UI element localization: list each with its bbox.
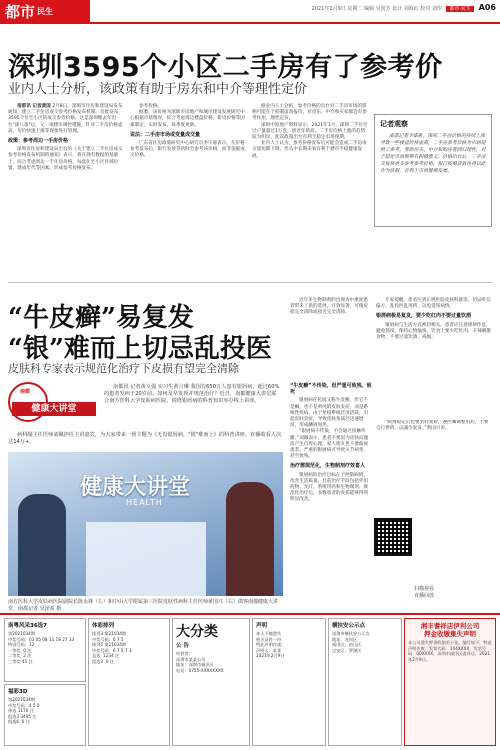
date-line: 2021年2月9日 星期二 编辑 吴国芳 设计 刘海红 校对 刘伟 (311, 6, 442, 12)
loss-statement-box (404, 618, 496, 746)
lottery-box-1 (4, 618, 86, 682)
lottery1-lines: 第2021034期 中奖号码：03 05 08 11 19 27 33 特别号码：12 一等奖 0 注 二等奖 2 注 三等奖 45 注 (8, 631, 75, 664)
article1-col3 (252, 104, 368, 160)
col1-text-b: 深圳市住房和建设局出台的《关于建立二手住房成交参考价格发布机制的通知》表示，将在现有数据的基础上，综合考虑周边一手住房价格，每套住宅小区区域位置、建成年代等因素，形成参考价格发布。 (8, 147, 123, 171)
article1-col1 (8, 104, 124, 172)
page-number: A06 (478, 3, 496, 12)
article2-headline-line2: “银”难而上切忌乱投医 (8, 334, 272, 364)
speaker-left (18, 494, 66, 596)
classified-sub: 公 告 (176, 643, 189, 649)
header-meta (312, 3, 496, 12)
colB-text: 专家提醒，患者应到正规医院皮肤科就诊，切忌听信偏方，乱投医乱用药，以免延误病情。 (376, 298, 491, 310)
a2-col3-text-c: “病情稳定后也要坚持复诊，遵医嘱调整用药，不要自行停药，以减少复发。”黄国兴说。 (376, 420, 489, 432)
col1-text: 2月8日，深圳市住房和建设局发布通知，建立二手住房成交参考价格发布机制，首批发布3595个住宅小区的成交参考价格。这是深圳继去年出台"深八条"后，又一项楼市调控措施，针对二手房价格虚高，房价快速上涨等现象进行管理。 (8, 104, 123, 134)
public-notice-title: 横扶安公示点 (332, 623, 366, 629)
lottery-box-2 (88, 618, 170, 746)
article2-section2: 治疗需规范化，生物制剂疗效喜人 (290, 463, 366, 470)
lottery1-title: 南粤风采36选7 (8, 623, 47, 629)
article2-section3: 银屑病极易复发，要少吃红肉不要过量饮酒 (376, 313, 472, 320)
classified-title: 大分类 (176, 624, 218, 640)
article2-section1: “牛皮癣”不传染，但严重可致残、致死 (290, 383, 372, 396)
classified-lines: 经营者： 深圳市某某公司 地址：深圳市福田区 电话：0755-XXXXXXXX (176, 651, 224, 673)
qr-caption-2: 直播回放 (414, 593, 435, 599)
colA-text: 近年来生物制剂的出现为中重度患者带来了新的选择，疗效显著，可使皮损完全清除或接近完全清除。 (290, 298, 369, 316)
lottery2-lines: 排列3 第21034期 中奖号码：6 7 5 排列5 第21034期 中奖号码：6 7 5 7 3 直选 1234 注 组选3 0 注 (92, 631, 132, 664)
subsection-title: 民生 (37, 7, 54, 16)
qr-caption (414, 586, 434, 600)
colB-text-b: 银屑病与生活方式密切相关，患者应注意规律作息，避免熬夜，保持心情愉快，饮食上要少吃红肉、辛辣刺激食物，不要过量饮酒，戒烟。 (376, 322, 491, 341)
col3-text-c: 业内人士认为，参考价格发布后可能会造成二手房成交量短期下降，但从中长期来看有利于楼市平稳健康发展。 (252, 141, 367, 159)
photo-brand-sub: HEALTH (126, 498, 163, 507)
lottery4-title: 福彩3D (8, 689, 28, 695)
photo-brand: 健康大讲堂 (80, 475, 191, 500)
logo-text: 健康大讲堂 (12, 402, 96, 416)
byline: 南都讯 记者黄国 (17, 104, 51, 109)
lottery4-lines: 第2021034期 中奖号码：4 5 0 单选 1170 注 组选3 3495 注 组选6 0 注 (8, 697, 40, 725)
col2-text-c: 广东省住房政策研究中心研究员李宇嘉表示，在价格参考发布后，银行发放贷款时会参考该价格，而非依据成交价格。 (130, 141, 245, 159)
event-photo (8, 452, 283, 596)
health-lecture-logo (8, 382, 98, 426)
lottery-box-4 (4, 684, 86, 746)
lottery2-title: 体彩排列 (92, 623, 115, 629)
classified-box (172, 618, 250, 746)
col3-text: 据业内人士分析，参考价格的出台对二手房市场的影响可能在于抑制虚高报价，对房东、中介和买家都会有参考作用，理性定价。 (252, 104, 367, 122)
note-title: 记者观察 (380, 120, 408, 128)
loss-statement-body: 本公司遗失押金收据若干张，编号如下，特此声明作废。发票代码：144XXXX，发票号码：00XXXX，深圳市福田区耆祥店，2021年2月9日。 (408, 640, 492, 662)
notice-box (252, 618, 326, 746)
article1-subhead: 业内人士分析，该政策有助于房东和中介等理性定价 (8, 82, 308, 97)
header-rule (90, 22, 500, 24)
article2-col3 (376, 420, 492, 514)
article2-col-b (376, 298, 492, 341)
speaker-right (226, 482, 274, 596)
col2-text: 参考价格。 (139, 104, 162, 109)
article2-subhead: 皮肤科专家表示规范化治疗下皮损有望完全清除 (8, 362, 239, 375)
a2-col2-text: 银屑病的治疗目标在于控制病情，改善生活质量。目前治疗手段包括外用药物、光疗、系统用药和生物制剂。规范化治疗后，多数患者的皮损能够得到明显改善。 (290, 472, 369, 503)
col3-text-b: 深圳中原地产资料显示，2021年1月，深圳二手住宅过户量超过1万套，创近年新高。二手房价格上涨的趋势较为明显，此次政策出台有利于稳定市场预期。 (252, 122, 368, 141)
public-notice-box (328, 618, 402, 746)
logo-top-text: 南都 (20, 389, 31, 395)
article1-col2 (130, 104, 246, 160)
note-body: 南都记者李嘉新，深圳二手房价格的持续上涨导致一些楼盘价格虚高，二手房参考价格为市场提供了参考，帮助房东、中介和购房者回归理性，对于稳定市场预期有积极意义。价格出台后，二手房交易将更多参考参考价格，银行按揭贷款也将以此作为依据，有利于市场健康发展。 (380, 134, 486, 174)
article1-headline: 深圳3595个小区二手房有了参考价 (8, 52, 443, 83)
intro2-text: 病科副主任医师刘佩担任主讲嘉宾，为大家带来一场主题为《无畏银屑病，"银"难而上》的科普讲座。直播收看人次达14万+。 (8, 432, 282, 445)
article2-col-a (290, 298, 372, 317)
qr-code[interactable] (374, 518, 412, 556)
a2-col1-text-b: “银屑病不传染，不会通过接触传播。”刘佩表示，患者不要因为皮肤问题而产生自卑心理，家人朋友也不要歧视患者。严重的银屑病可导致关节病变，甚至致残。 (290, 429, 369, 460)
notice-lines: 本人不慎遗失 相关证件一份 特此声明作废。 声明人：某某 2021年2月9日 (256, 631, 286, 659)
article1-section2: 说法：二手房市场或变量成交量 (130, 131, 201, 138)
qr-caption-1: 扫描视看 (414, 586, 435, 592)
article1-section1: 政策：参考周边一手房价格 (8, 138, 69, 145)
a2-col1-text: 银屑病在民间又称牛皮癣，但它不是癣，也不是单纯的皮肤炎症，而是系统性疾病，由于免疫系统过度活跃，引起皮肤炎症，导致皮肤角质层迅速增厚，形成鳞屑斑块。 (290, 398, 369, 429)
section-tag (0, 0, 90, 24)
intro-text: 南都讯 记者黄文强 实习生黄言琳 我国有650万人患有银屑病，超过60%的患者发病于20岁前。如何及早发现并规范治疗？近日，南都健康大讲堂联合南方医科大学皮肤病医院，围绕银屑病的科普知识举办线上讲座。 (104, 384, 280, 404)
reporter-observation-box (374, 114, 492, 227)
section-label: 都市·民生 (446, 6, 474, 12)
notice-title: 声明 (256, 623, 268, 629)
article2-intro (104, 384, 280, 405)
photo-caption: 南方医科大学皮肤病医院副院长陈永锋（左）和中山大学附属第三医院皮肤性病科主任医师黄国兴（右）做客南都健康大讲堂。南都记者 吴泽希 摄 (8, 599, 279, 612)
article2-intro2 (8, 432, 282, 446)
public-notice-lines: 深圳市横扶安公示点 地址：龙岗区 福田区、南山区 宝安区、罗湖区 (332, 631, 370, 653)
stage-screen (86, 522, 206, 596)
section-divider (8, 282, 492, 283)
col2-text-b: 据悉，该价格为深圳市房地产和城市建设发展研究中心根据市场情况，综合考虑周边楼盘价格、新房价格等因素制定，实时发布，每季度更新。 (130, 110, 245, 128)
article2-col1 (290, 380, 372, 608)
article2-headline-line1: “牛皮癣”易复发 (8, 303, 194, 333)
loss-statement-title: 湘丰耆祥店伊利公司 押金收缴集失声明 (420, 622, 480, 638)
section-title: 都市 (5, 3, 36, 21)
